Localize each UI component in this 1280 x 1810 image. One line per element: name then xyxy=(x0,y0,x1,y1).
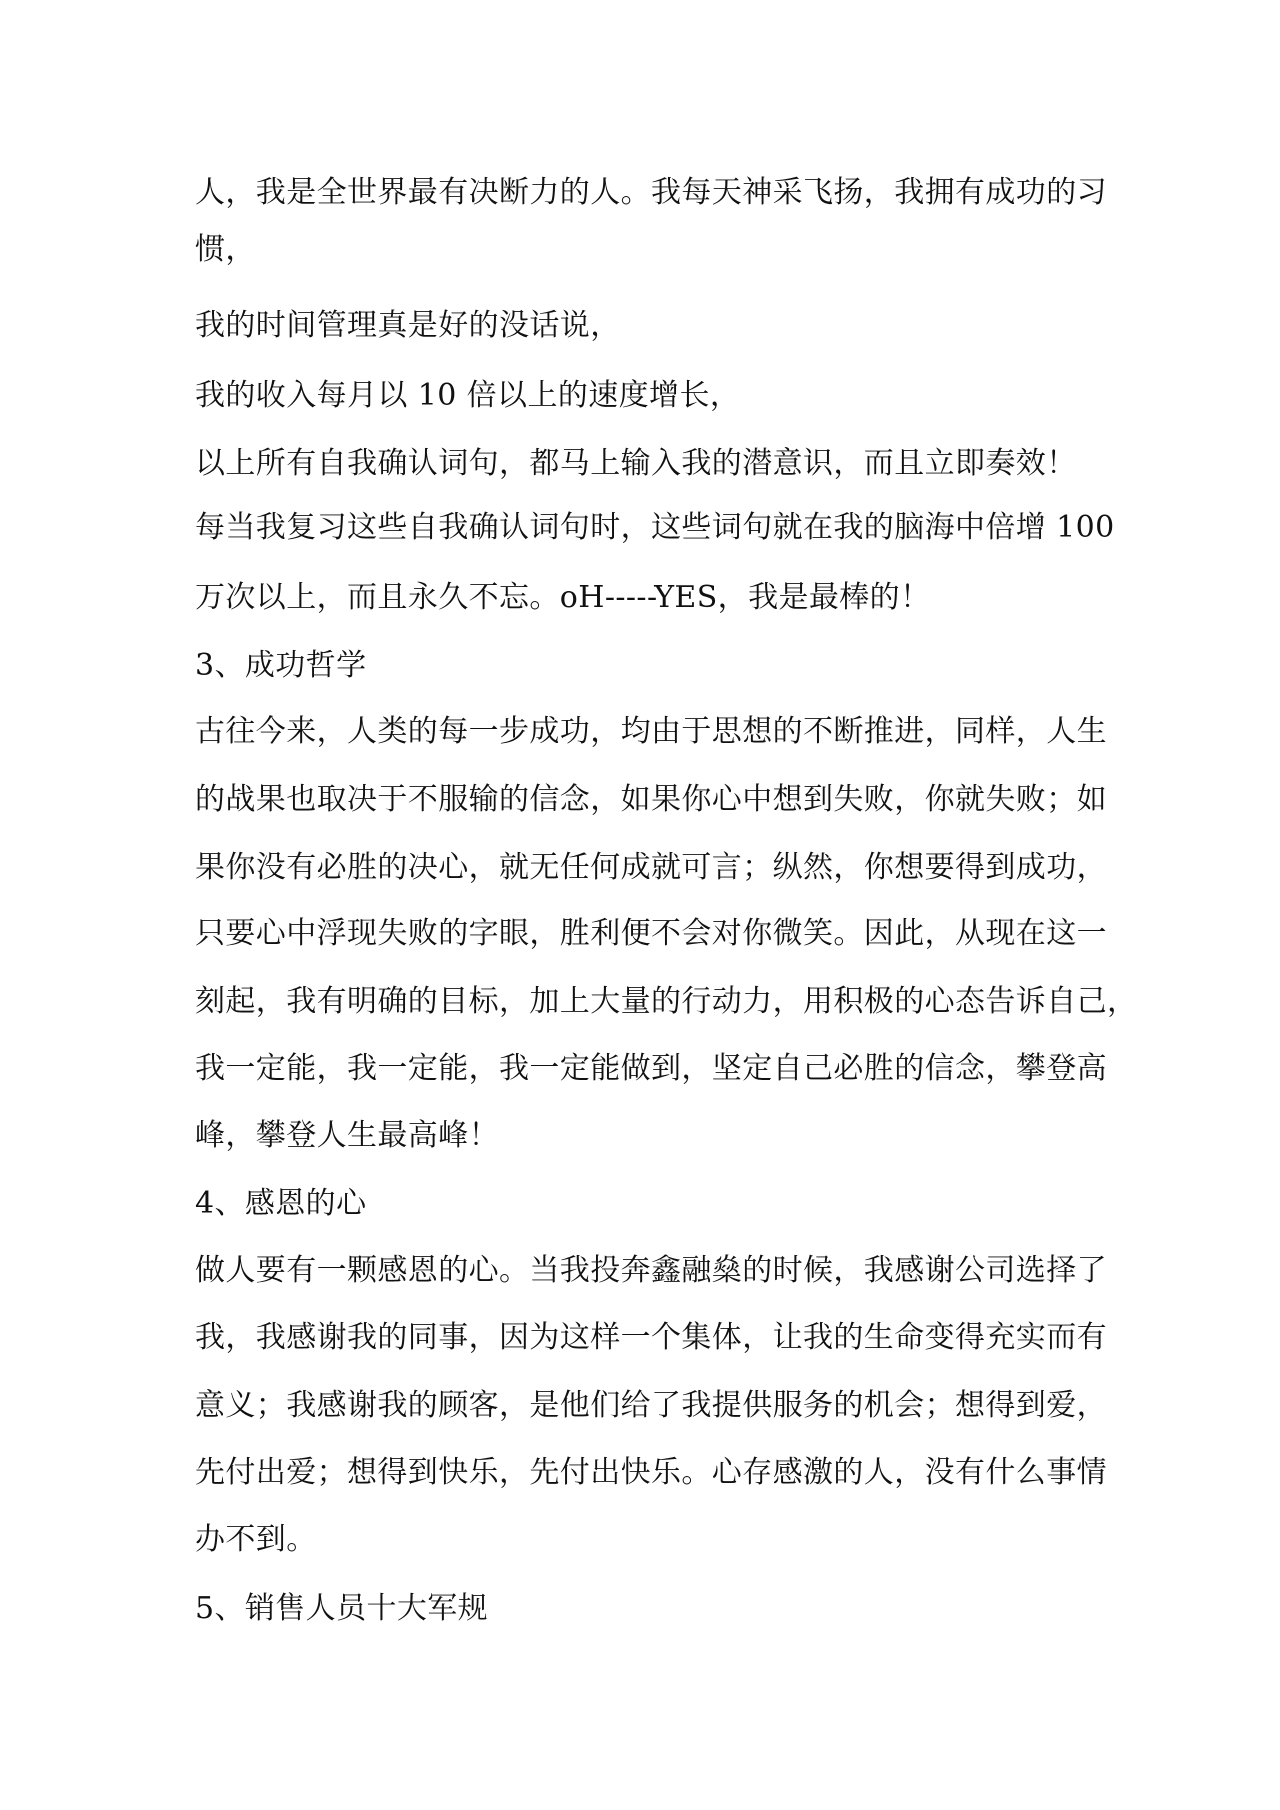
text-line: 的战果也取决于不服输的信念，如果你心中想到失败，你就失败；如 xyxy=(195,782,1107,817)
text-line: 只要心中浮现失败的字眼，胜利便不会对你微笑。因此，从现在这一 xyxy=(195,916,1107,951)
text-line: 古往今来，人类的每一步成功，均由于思想的不断推进，同样，人生 xyxy=(195,714,1107,749)
text-line: 办不到。 xyxy=(195,1522,317,1557)
text-line: 峰，攀登人生最高峰！ xyxy=(195,1118,499,1153)
text-line: 果你没有必胜的决心，就无任何成就可言；纵然，你想要得到成功， xyxy=(195,850,1107,885)
section-heading: 3、成功哲学 xyxy=(195,648,367,683)
text-line: 先付出爱；想得到快乐，先付出快乐。心存感激的人，没有什么事情 xyxy=(195,1455,1107,1490)
section-heading: 5、销售人员十大军规 xyxy=(195,1591,489,1626)
text-line: 我的收入每月以 10 倍以上的速度增长， xyxy=(195,378,741,413)
text-line: 以上所有自我确认词句，都马上输入我的潜意识，而且立即奏效！ xyxy=(195,446,1077,481)
text-line: 我的时间管理真是好的没话说， xyxy=(195,308,621,343)
text-line: 我一定能，我一定能，我一定能做到，坚定自己必胜的信念，攀登高 xyxy=(195,1051,1107,1086)
text-line: 做人要有一颗感恩的心。当我投奔鑫融燊的时候，我感谢公司选择了 xyxy=(195,1253,1107,1288)
text-line: 人，我是全世界最有决断力的人。我每天神采飞扬，我拥有成功的习 xyxy=(195,175,1107,210)
text-line: 每当我复习这些自我确认词句时，这些词句就在我的脑海中倍增 100 xyxy=(195,510,1115,545)
text-line: 惯， xyxy=(195,232,256,267)
text-line: 刻起，我有明确的目标，加上大量的行动力，用积极的心态告诉自己， xyxy=(195,984,1138,1019)
section-heading: 4、感恩的心 xyxy=(195,1186,367,1221)
text-line: 我，我感谢我的同事，因为这样一个集体，让我的生命变得充实而有 xyxy=(195,1320,1107,1355)
text-line: 意义；我感谢我的顾客，是他们给了我提供服务的机会；想得到爱， xyxy=(195,1388,1107,1423)
text-line: 万次以上，而且永久不忘。oH-----YES，我是最棒的！ xyxy=(195,580,931,615)
